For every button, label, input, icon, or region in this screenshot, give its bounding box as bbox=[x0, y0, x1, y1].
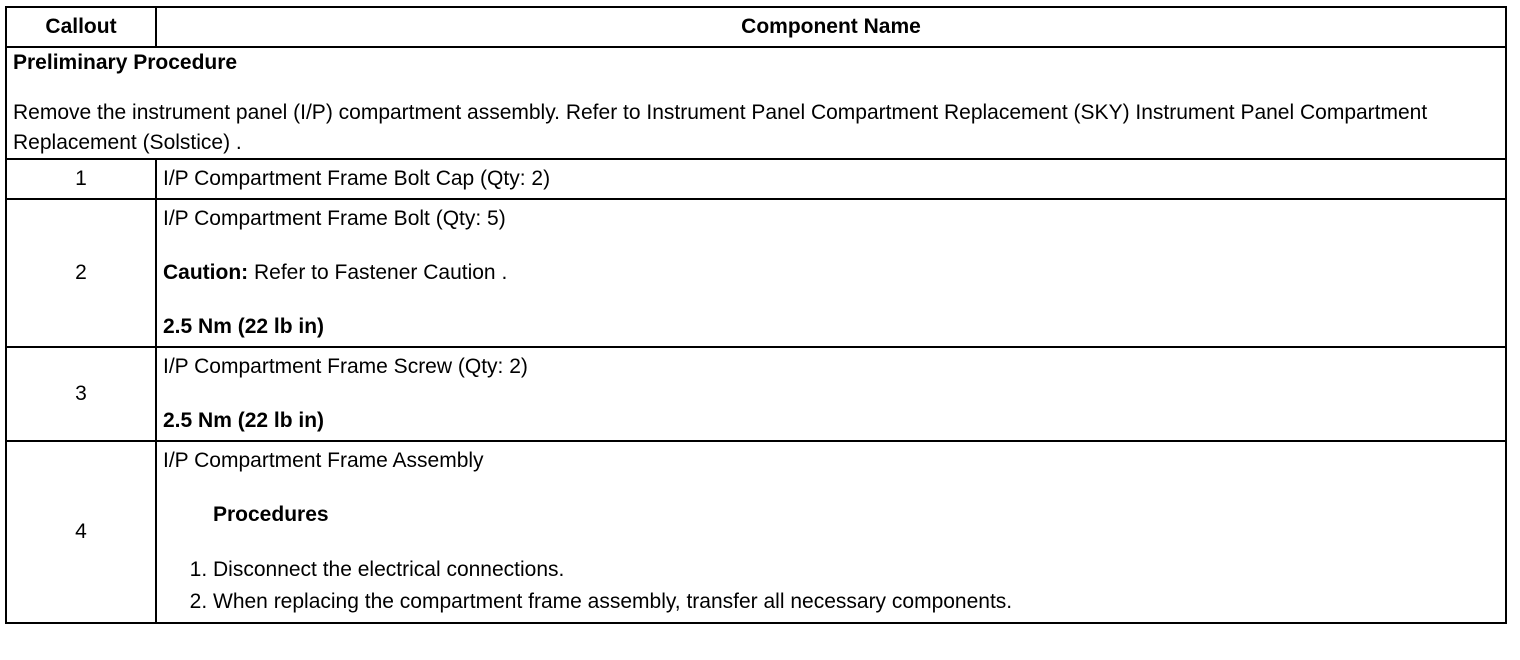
component-name: I/P Compartment Frame Assembly bbox=[163, 449, 484, 472]
preliminary-title: Preliminary Procedure bbox=[13, 51, 238, 74]
table-row bbox=[6, 199, 1506, 347]
procedures-heading: Procedures bbox=[213, 503, 329, 526]
header-row bbox=[6, 7, 1506, 47]
component-cell bbox=[156, 159, 1506, 199]
component-table bbox=[5, 6, 1507, 624]
table-row bbox=[6, 159, 1506, 199]
preliminary-cell bbox=[6, 47, 1506, 159]
component-name: I/P Compartment Frame Bolt Cap (Qty: 2) bbox=[163, 167, 551, 190]
caution-text: Refer to Fastener Caution . bbox=[248, 261, 508, 284]
component-name: I/P Compartment Frame Bolt (Qty: 5) bbox=[163, 207, 506, 230]
torque-spec: 2.5 Nm (22 lb in) bbox=[163, 409, 325, 432]
preliminary-row bbox=[6, 47, 1506, 159]
component-name: I/P Compartment Frame Screw (Qty: 2) bbox=[163, 355, 528, 378]
torque-spec: 2.5 Nm (22 lb in) bbox=[163, 315, 325, 338]
callout-number: 3 bbox=[6, 347, 156, 441]
callout-number: 1 bbox=[6, 159, 156, 199]
component-cell bbox=[156, 441, 1506, 623]
caution-label: Caution: bbox=[163, 261, 249, 284]
component-cell bbox=[156, 199, 1506, 347]
component-cell bbox=[156, 347, 1506, 441]
callout-number: 2 bbox=[6, 199, 156, 347]
procedure-step: 1. Disconnect the electrical connections. bbox=[213, 554, 1499, 586]
callout-header: Callout bbox=[6, 7, 156, 47]
component-name-header: Component Name bbox=[156, 7, 1506, 47]
table-row bbox=[6, 347, 1506, 441]
procedure-steps bbox=[163, 554, 1499, 618]
caution-note bbox=[163, 258, 1499, 288]
procedure-step: 2. When replacing the compartment frame assembly, transfer all necessary components. bbox=[213, 586, 1499, 618]
callout-number: 4 bbox=[6, 441, 156, 623]
preliminary-text: Remove the instrument panel (I/P) compartment assembly. Refer to Instrument Panel Compartment Replacement (SKY) Instrument Panel Compartment Replacement (Solstice) . bbox=[13, 101, 1428, 154]
table-row bbox=[6, 441, 1506, 623]
